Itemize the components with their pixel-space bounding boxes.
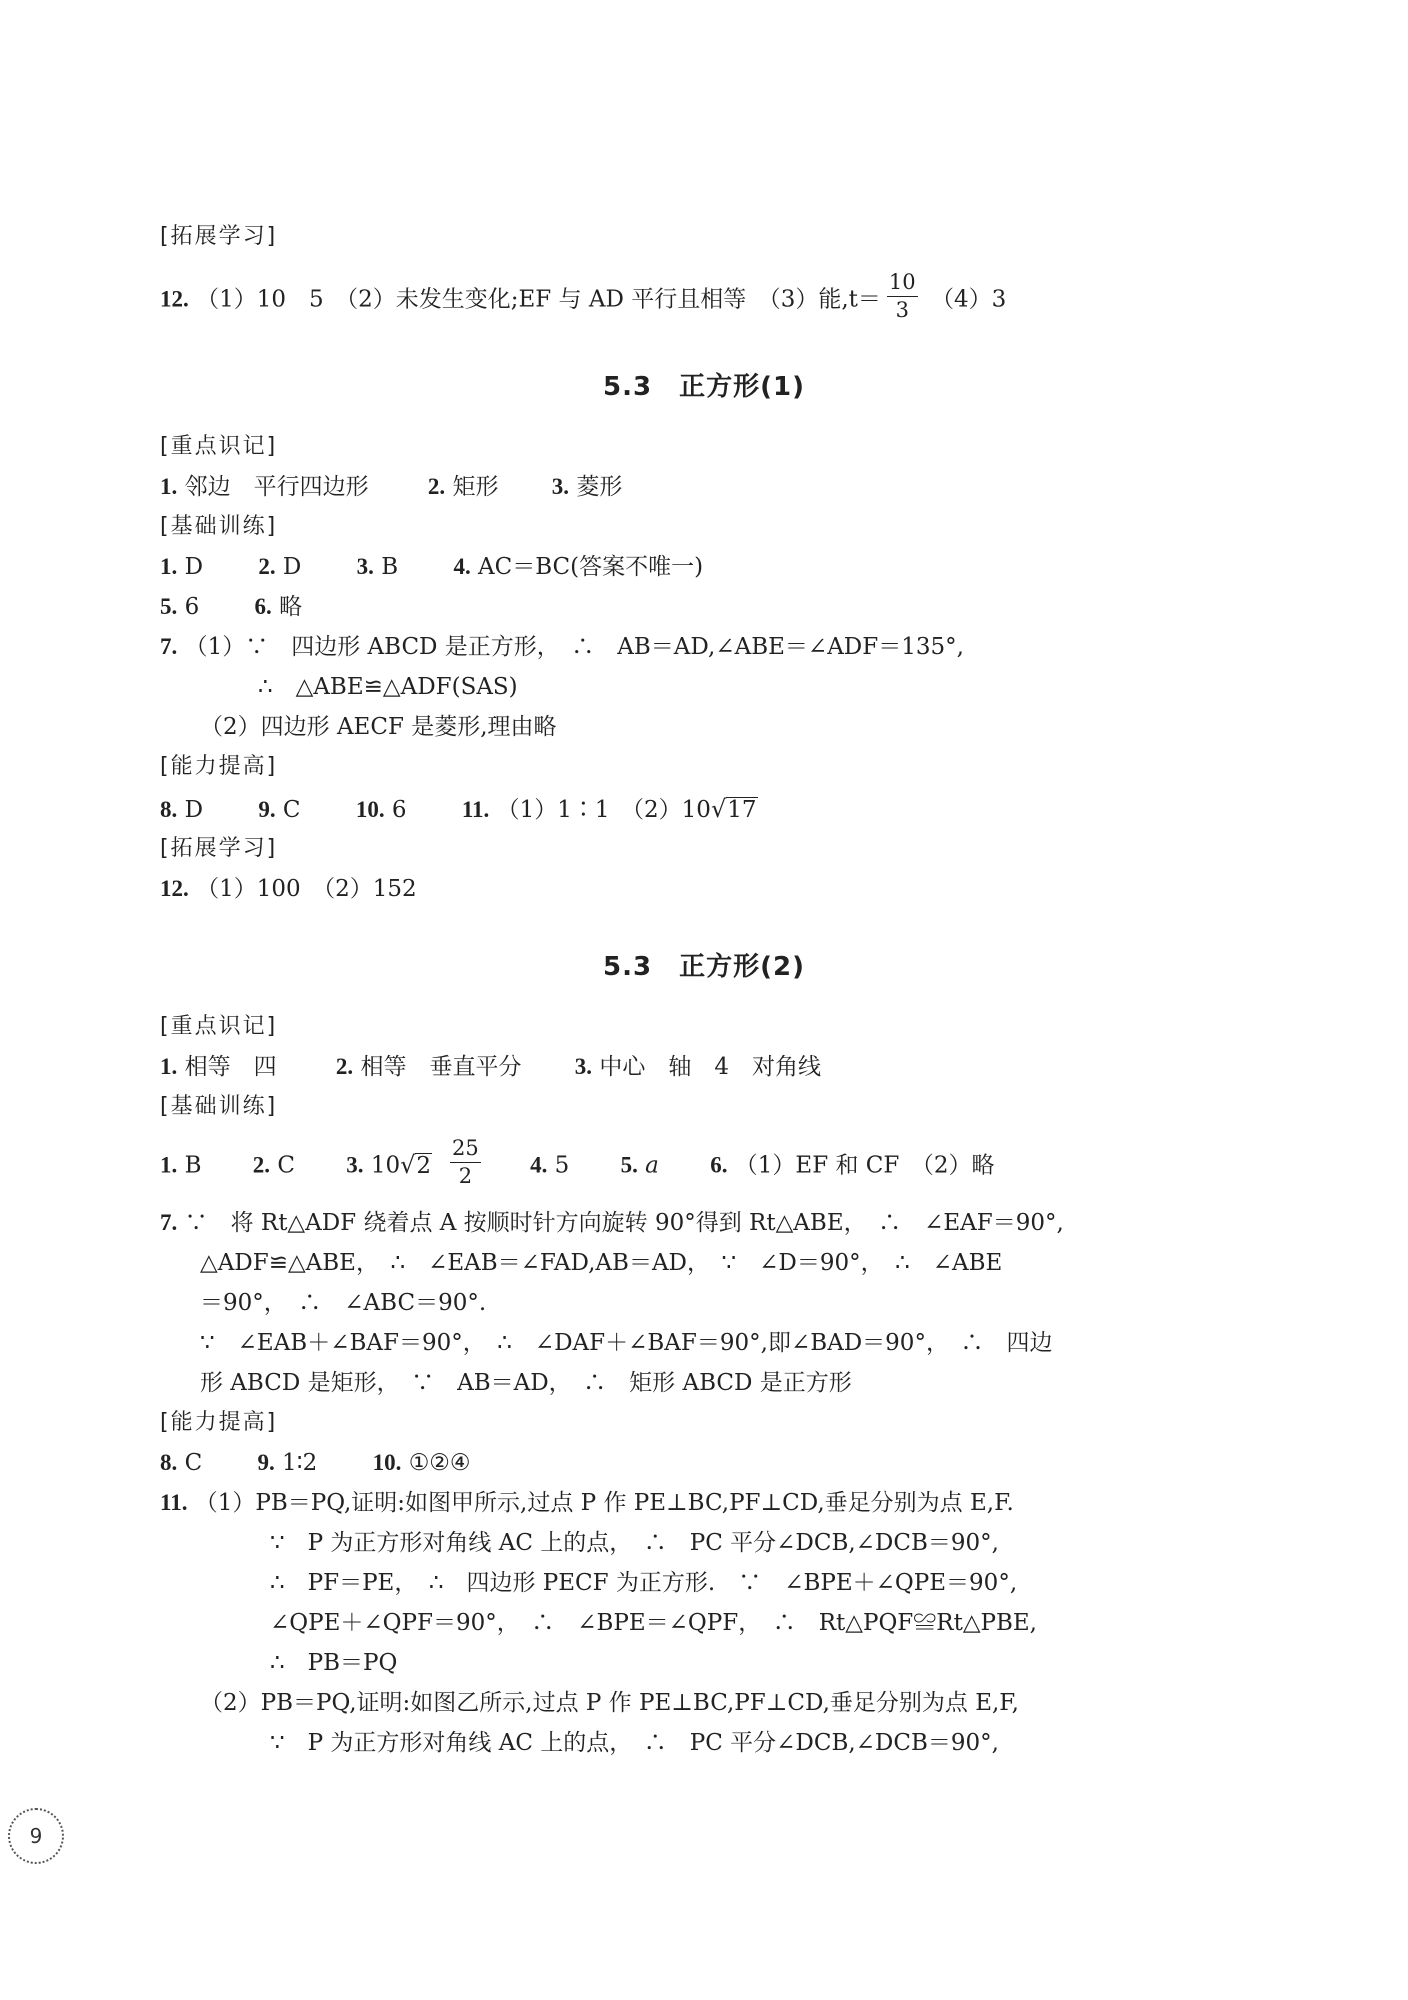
page-number: 9 [8,1808,64,1864]
sqrt-sign: √ [400,1150,416,1179]
answer-text: ∠QPE＋∠QPF＝90°， ∴ ∠BPE＝∠QPF， ∴ Rt△PQF≌Rt△PBE, [270,1610,1037,1636]
question-number: 1. [160,1054,178,1079]
section-heading-basic-training: [基础训练] [160,1094,278,1119]
answer-text: D [184,554,204,580]
question-number: 6. [710,1152,728,1178]
answer-text: △ADF≌△ABE， ∴ ∠EAB＝∠FAD,AB＝AD， ∵ ∠D＝90°， ∴ ∠ABE [200,1250,1003,1276]
section-heading-extension: [拓展学习] [160,224,278,249]
answer-text: AC＝BC(答案不唯一) [478,554,704,580]
section-title-square-1: 5.3 正方形(1) [603,372,805,402]
question-number: 8. [160,1450,178,1475]
answer-q12 [160,270,1007,325]
answer-text: （1）EF 和 CF （2）略 [734,1152,995,1179]
answer-row [160,794,758,825]
answer-text: 1∶2 [282,1450,318,1476]
answer-q7 [160,632,964,662]
question-number: 12. [160,286,189,312]
question-number: 3. [551,474,569,499]
fraction-denominator: 3 [895,298,909,322]
question-number: 7. [160,1210,178,1235]
answer-row [160,1136,995,1191]
section-title-square-2: 5.3 正方形(2) [603,952,805,982]
answer-text: ①②④ [408,1450,471,1476]
section-heading-basic-training: [基础训练] [160,514,278,539]
answer-text: （2）四边形 AECF 是菱形,理由略 [200,714,557,740]
answer-text: （1）∵ 四边形 ABCD 是正方形， ∴ AB＝AD,∠ABE＝∠ADF＝135°, [184,634,964,660]
question-number: 2. [335,1054,354,1079]
question-number: 3. [356,554,374,579]
question-number: 10. [355,797,385,822]
section-heading-ability: [能力提高] [160,1410,278,1435]
fraction [450,1138,481,1187]
answer-text: ＝90°， ∴ ∠ABC＝90°. [200,1290,487,1316]
answer-text: （1）1∶1 （2）10 [496,797,711,823]
question-number: 6. [254,594,272,619]
answer-q12 [160,874,417,904]
question-number: 4. [530,1152,548,1178]
question-number: 12. [160,876,189,901]
answer-text: B [381,554,399,580]
answer-text: C [184,1450,203,1476]
answer-text: ∵ P 为正方形对角线 AC 上的点， ∴ PC 平分∠DCB,∠DCB＝90°, [270,1530,999,1556]
question-number: 2. [427,474,446,499]
question-number: 1. [160,1152,178,1178]
answer-text: ∴ △ABE≌△ADF(SAS) [258,674,518,700]
question-number: 2. [258,554,276,579]
question-number: 1. [160,474,178,499]
answer-text: B [184,1152,202,1179]
sqrt-radicand: 17 [727,797,757,823]
answer-row [160,592,302,622]
fraction-denominator: 2 [458,1164,473,1188]
section-heading-key-points: [重点识记] [160,1014,278,1039]
question-number: 9. [258,797,276,822]
answer-row [160,1052,821,1082]
answer-row [160,1448,471,1478]
answer-text: 略 [279,594,303,620]
answer-text: 6 [184,594,200,620]
answer-text: （1）100 （2）152 [196,876,417,902]
question-number: 11. [160,1490,188,1515]
question-number: 3. [574,1054,592,1079]
question-number: 7. [160,634,178,659]
fraction-numerator: 25 [450,1138,481,1163]
fraction [887,272,918,321]
answer-text: （1）PB＝PQ,证明:如图甲所示,过点 P 作 PE⊥BC,PF⊥CD,垂足分别为点 E,F. [194,1490,1014,1516]
answer-text: （2）PB＝PQ,证明:如图乙所示,过点 P 作 PE⊥BC,PF⊥CD,垂足分别为点 E,F, [200,1690,1019,1716]
answer-row [160,552,703,582]
answer-q7 [160,1208,1064,1238]
answer-text: 相等 垂直平分 [360,1054,522,1080]
answer-text: ∵ P 为正方形对角线 AC 上的点， ∴ PC 平分∠DCB,∠DCB＝90°, [270,1730,999,1756]
answer-text: （4）3 [930,286,1007,313]
answer-text: ∵ ∠EAB＋∠BAF＝90°， ∴ ∠DAF＋∠BAF＝90°,即∠BAD＝90°， ∴ 四边 [200,1330,1053,1356]
question-number: 11. [461,797,490,822]
question-number: 5. [620,1152,638,1178]
answer-text: 10 [370,1152,401,1179]
section-heading-key-points: [重点识记] [160,434,278,459]
answer-text: a [645,1152,659,1179]
question-number: 3. [346,1152,364,1178]
question-number: 4. [453,554,471,579]
question-number: 5. [160,594,178,619]
question-number: 1. [160,554,178,579]
answer-text: 邻边 平行四边形 [184,474,369,500]
question-number: 8. [160,797,178,822]
answer-text: 6 [391,797,407,823]
answer-text: 中心 轴 4 对角线 [599,1054,821,1080]
answer-text: ∵ 将 Rt△ADF 绕着点 A 按顺时针方向旋转 90°得到 Rt△ABE， ∴ ∠EAF＝90°, [184,1210,1064,1236]
answer-text: 相等 四 [184,1054,277,1080]
answer-text: D [184,797,204,823]
section-heading-extension: [拓展学习] [160,836,278,861]
sqrt-radicand: 2 [416,1152,432,1179]
answer-text: （1）10 5 （2）未发生变化;EF 与 AD 平行且相等 （3）能,t＝ [196,286,881,313]
answer-text: ∴ PF＝PE， ∴ 四边形 PECF 为正方形. ∵ ∠BPE＋∠QPE＝90°, [270,1570,1018,1596]
answer-q11 [160,1488,1014,1518]
sqrt-sign: √ [710,795,727,823]
fraction-numerator: 10 [887,272,918,297]
question-number: 10. [372,1450,402,1475]
question-number: 9. [257,1450,275,1475]
answer-text: C [282,797,301,823]
section-heading-ability: [能力提高] [160,754,278,779]
answer-text: D [282,554,302,580]
answer-text: ∴ PB＝PQ [270,1650,398,1676]
question-number: 2. [252,1152,271,1178]
answer-text: 形 ABCD 是矩形， ∵ AB＝AD， ∴ 矩形 ABCD 是正方形 [200,1370,852,1396]
answer-text: 菱形 [576,474,623,500]
answer-row [160,472,622,502]
answer-text: 5 [554,1152,570,1179]
answer-text: C [277,1152,295,1179]
answer-text: 矩形 [452,474,499,500]
